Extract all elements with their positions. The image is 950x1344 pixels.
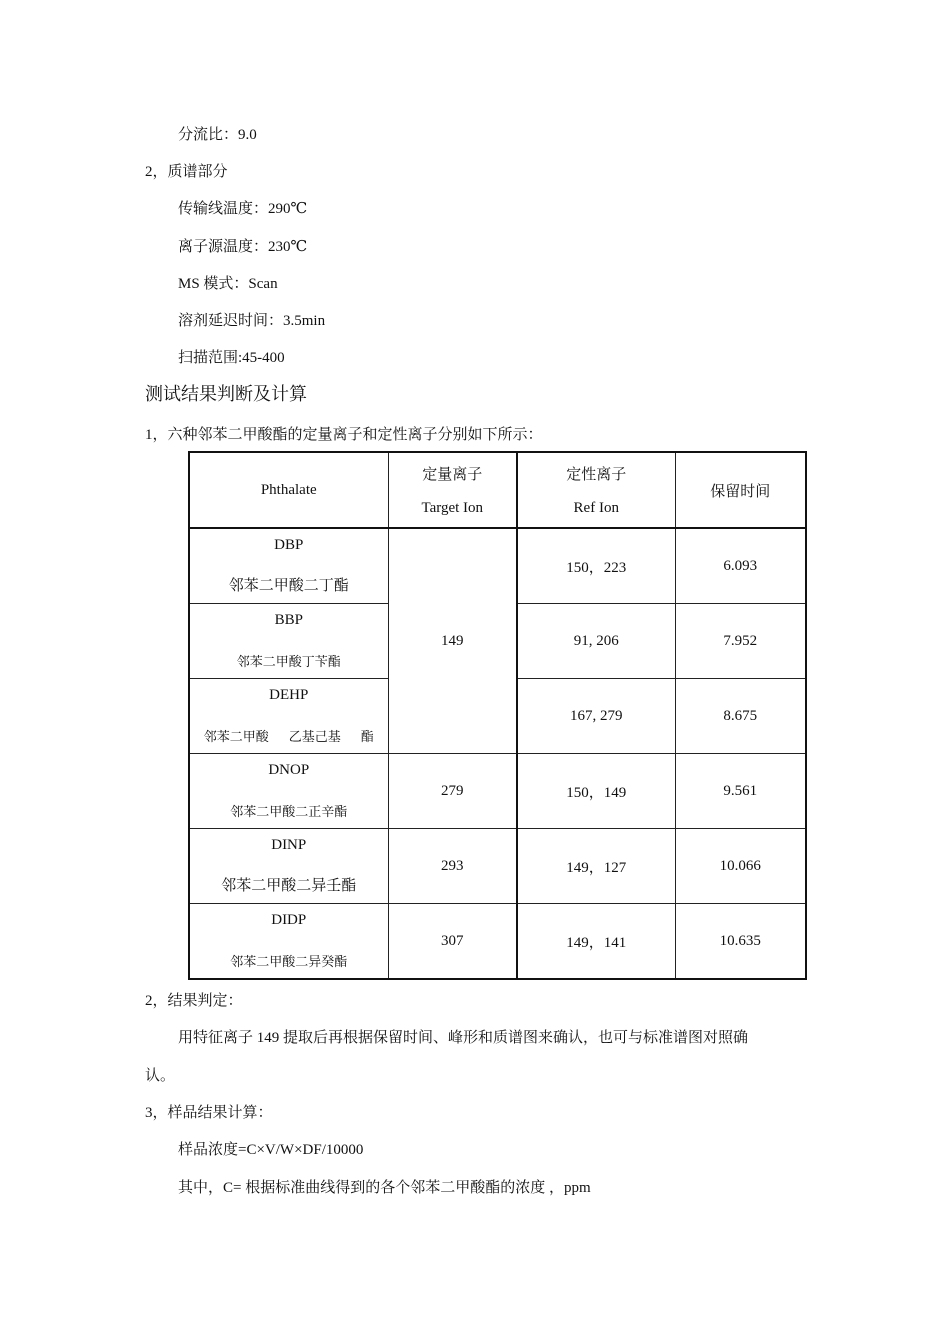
phthalate-name [204,726,374,745]
phthalate-abbr: DNOP [268,762,310,778]
phthalate-cell [189,679,388,754]
target-ion: 307 [388,904,517,980]
ms-section-title: 2，质谱部分 [145,164,228,180]
split-ratio: 分流比：9.0 [178,127,257,143]
phthalate-name: 邻苯二甲酸丁苄酯 [236,654,341,669]
results-heading: 测试结果判断及计算 [145,384,307,404]
header-target-cn: 定量离子 [422,467,483,483]
phthalate-cell [189,528,388,604]
table-row [189,904,806,980]
target-ion: 279 [388,754,517,829]
header-ref-en: Ref Ion [573,500,619,516]
phthalate-name-part: 酯 [360,729,374,744]
ms-mode: MS 模式：Scan [178,276,278,292]
target-ion-merged: 149 [388,528,517,754]
header-ref-cn: 定性离子 [566,467,627,483]
header-phthalate: Phthalate [189,452,388,528]
phthalate-abbr: DINP [271,837,307,853]
ref-ion: 167, 279 [517,679,675,754]
phthalate-name: 邻苯二甲酸二正辛酯 [230,804,348,819]
table-header-row [189,452,806,528]
phthalate-ion-table [188,451,807,980]
phthalate-cell [189,829,388,904]
phthalate-name: 邻苯二甲酸二异壬酯 [221,878,357,894]
table-row [189,754,806,829]
table-row [189,528,806,604]
phthalate-cell [189,754,388,829]
header-retention-time: 保留时间 [675,452,806,528]
calculation-note: 其中，C= 根据标准曲线得到的各个邻苯二甲酸酯的浓度 ，ppm [178,1180,591,1196]
retention-time: 9.561 [675,754,806,829]
phthalate-cell [189,904,388,980]
ref-ion: 91, 206 [517,604,675,679]
header-ref-ion [517,452,675,528]
ref-ion: 150，223 [517,528,675,604]
phthalate-abbr: BBP [274,612,303,628]
results-item-1: 1，六种邻苯二甲酸酯的定量离子和定性离子分别如下所示： [145,427,543,443]
retention-time: 8.675 [675,679,806,754]
phthalate-name: 邻苯二甲酸二异癸酯 [230,954,348,969]
header-target-en: Target Ion [421,500,484,516]
calculation-formula: 样品浓度=C×V/W×DF/10000 [178,1142,364,1158]
phthalate-abbr: DEHP [269,687,309,703]
phthalate-abbr: DBP [274,537,304,553]
phthalate-cell [189,604,388,679]
ref-ion: 150，149 [517,754,675,829]
retention-time: 10.066 [675,829,806,904]
judgement-text-line-1: 用特征离子 149 提取后再根据保留时间、峰形和质谱图来确认，也可与标准谱图对照确 [178,1030,749,1046]
judgement-title: 2，结果判定： [145,993,243,1009]
retention-time: 10.635 [675,904,806,980]
phthalate-name: 邻苯二甲酸二丁酯 [228,578,349,594]
retention-time: 6.093 [675,528,806,604]
judgement-text-line-2: 认。 [145,1068,176,1084]
phthalate-abbr: DIDP [271,912,307,928]
scan-range: 扫描范围:45-400 [178,350,285,366]
phthalate-name-part: 乙基己基 [288,729,341,744]
solvent-delay: 溶剂延迟时间：3.5min [178,313,326,329]
header-target-ion [388,452,517,528]
ion-source-temp: 离子源温度：230℃ [178,239,308,255]
ref-ion: 149，141 [517,904,675,980]
transfer-line-temp: 传输线温度：290℃ [178,201,308,217]
ref-ion: 149，127 [517,829,675,904]
table-row [189,829,806,904]
target-ion: 293 [388,829,517,904]
retention-time: 7.952 [675,604,806,679]
phthalate-name-part: 邻苯二甲酸 [203,729,269,744]
calculation-title: 3，样品结果计算： [145,1105,273,1121]
